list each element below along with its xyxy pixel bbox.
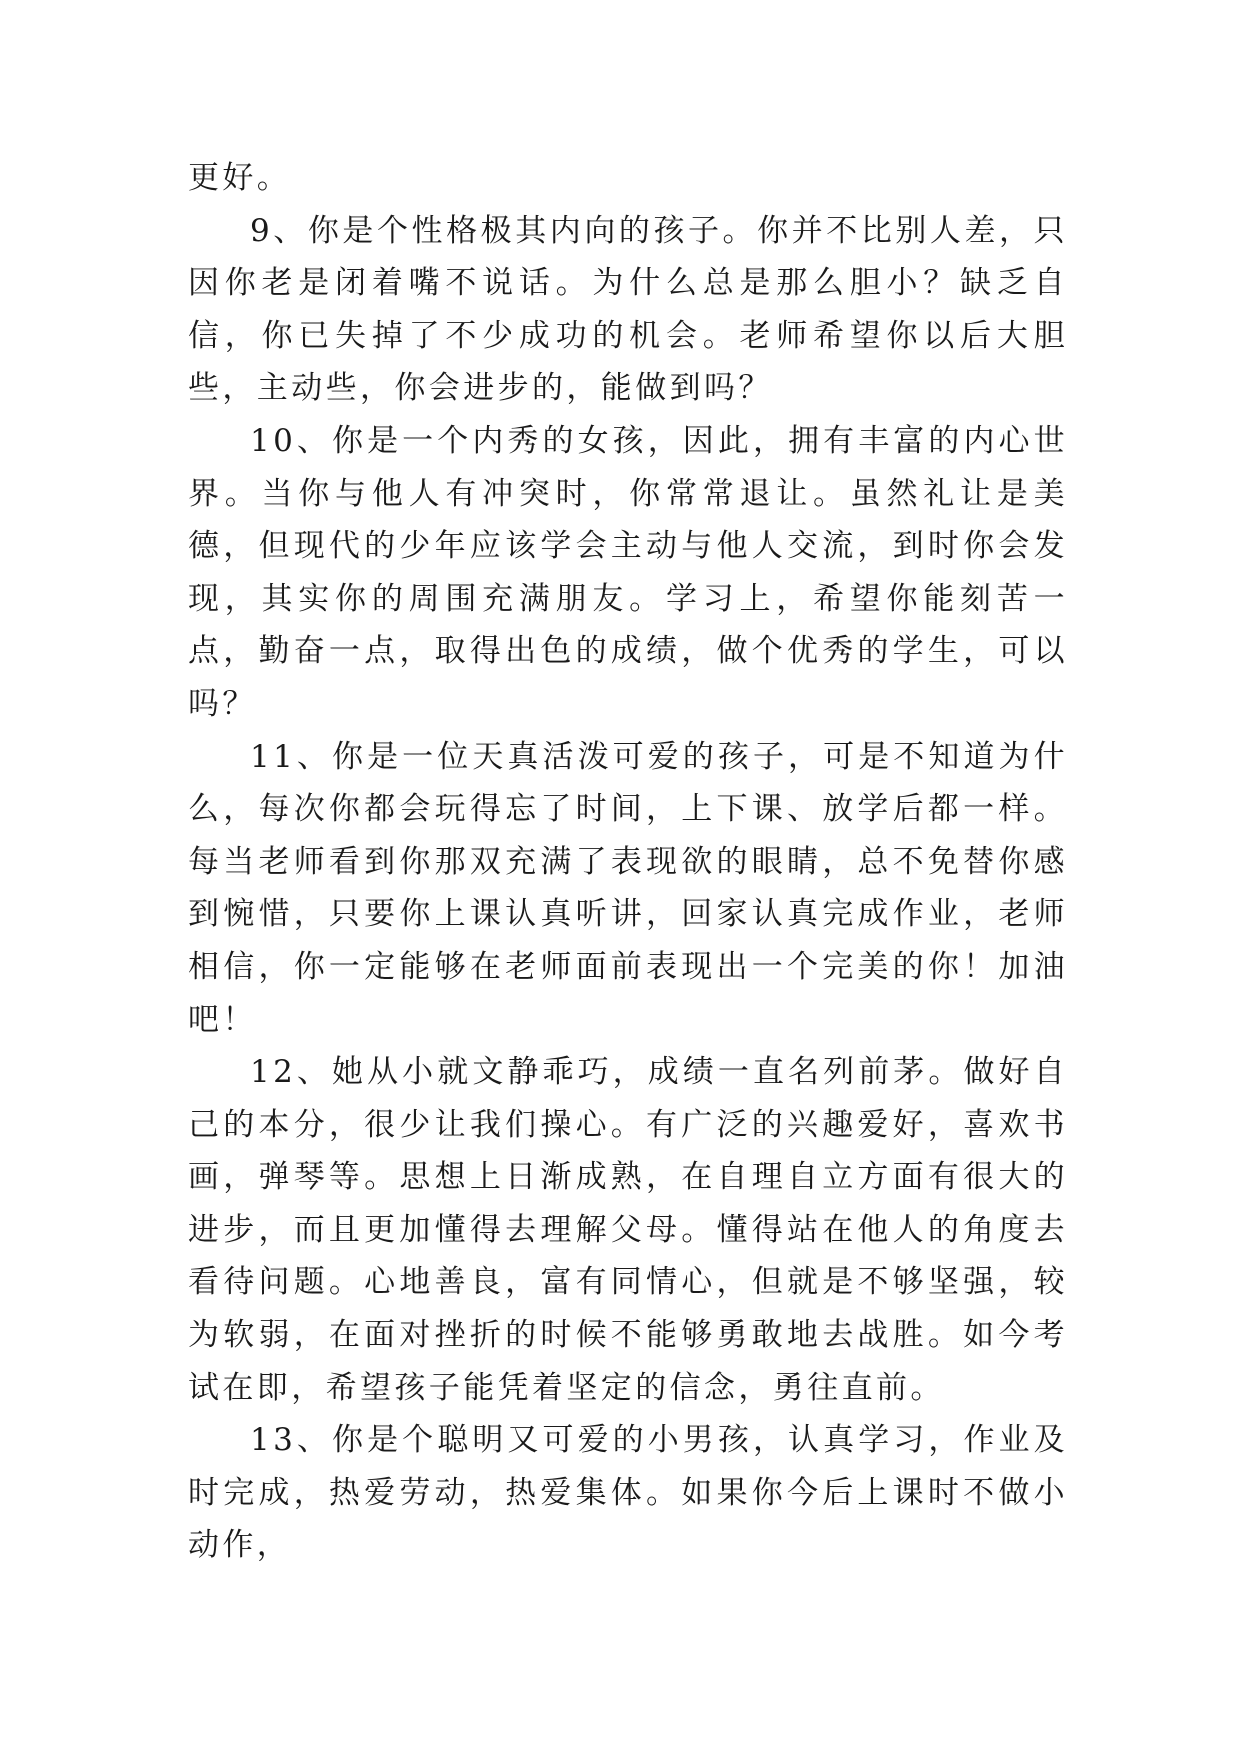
paragraph-comment-10: 10、你是一个内秀的女孩，因此，拥有丰富的内心世界。当你与他人有冲突时，你常常退让。虽然礼让是美德，但现代的少年应该学会主动与他人交流，到时你会发现，其实你的周围充满朋友。学习上，希望你能刻苦一点，勤奋一点，取得出色的成绩，做个优秀的学生，可以吗？ [188,422,1068,722]
paragraph-comment-9: 9、你是个性格极其内向的孩子。你并不比别人差，只因你老是闭着嘴不说话。为什么总是那么胆小？缺乏自信，你已失掉了不少成功的机会。老师希望你以后大胆些，主动些，你会进步的，能做到吗？ [188,212,1068,407]
paragraph-comment-12: 12、她从小就文静乖巧，成绩一直名列前茅。做好自己的本分，很少让我们操心。有广泛的兴趣爱好，喜欢书画，弹琴等。思想上日渐成熟，在自理自立方面有很大的进步，而且更加懂得去理解父母。懂得站在他人的角度去看待问题。心地善良，富有同情心，但就是不够坚强，较为软弱，在面对挫折的时候不能够勇敢地去战胜。如今考试在即，希望孩子能凭着坚定的信念，勇往直前。 [188,1054,1068,1406]
paragraph-comment-13: 13、你是个聪明又可爱的小男孩，认真学习，作业及时完成，热爱劳动，热爱集体。如果你今后上课时不做小动作， [188,1422,1068,1564]
document-body [188,152,1068,1572]
paragraph-continuation: 更好。 [188,160,292,196]
paragraph-comment-11: 11、你是一位天真活泼可爱的孩子，可是不知道为什么，每次你都会玩得忘了时间，上下课、放学后都一样。每当老师看到你那双充满了表现欲的眼睛，总不免替你感到惋惜，只要你上课认真听讲，回家认真完成作业，老师相信，你一定能够在老师面前表现出一个完美的你！加油吧！ [188,738,1068,1038]
